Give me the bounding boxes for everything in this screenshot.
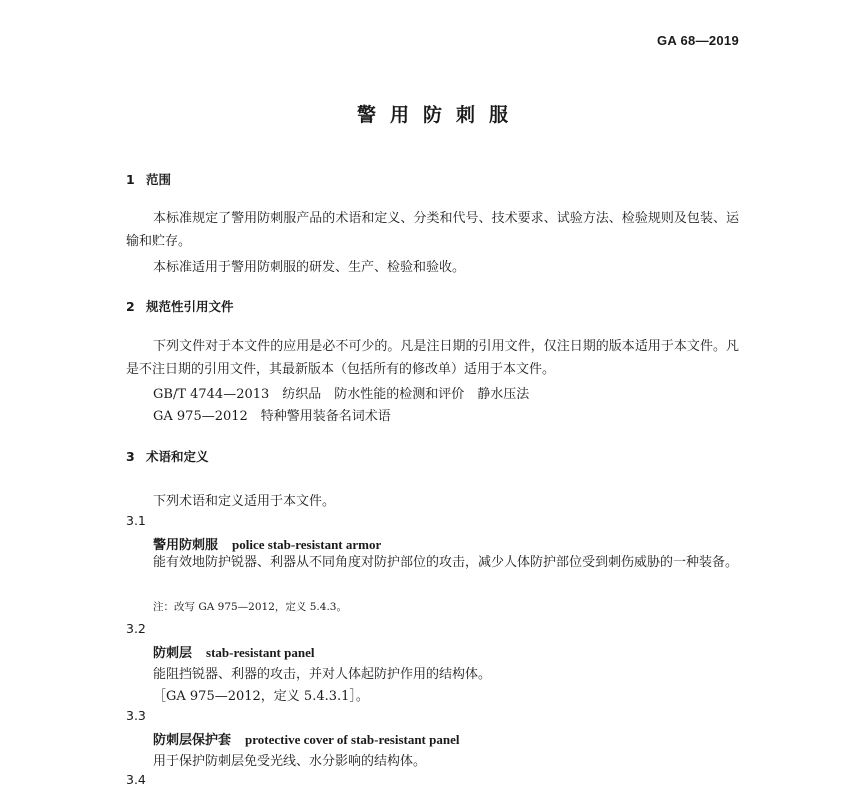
term-heading	[153, 729, 459, 748]
section-number: 1	[126, 172, 135, 187]
term-chinese: 防刺层保护套	[153, 733, 232, 748]
terms-intro: 下列术语和定义适用于本文件。	[153, 494, 336, 509]
term-chinese: 警用防刺服	[153, 538, 219, 553]
section-number: 3	[126, 449, 135, 464]
term-chinese: 防刺层	[153, 646, 193, 661]
section-title: 范围	[146, 172, 172, 187]
term-english: stab-resistant panel	[206, 645, 315, 660]
section-heading-references	[126, 297, 234, 315]
section-heading-terms	[126, 447, 209, 465]
scope-paragraph-2: 本标准适用于警用防刺服的研发、生产、检验和验收。	[153, 260, 466, 275]
references-intro: 下列文件对于本文件的应用是必不可少的。凡是注日期的引用文件，仅注日期的版本适用于本文件。凡是不注日期的引用文件，其最新版本（包括所有的修改单）适用于本文件。	[126, 339, 739, 377]
term-heading	[153, 642, 314, 661]
term-definition: 能阻挡锐器、利器的攻击，并对人体起防护作用的结构体。	[153, 667, 492, 682]
section-number: 2	[126, 299, 135, 314]
term-note: 注：改写 GA 975—2012，定义 5.4.3。	[153, 601, 347, 613]
term-english: protective cover of stab-resistant panel	[245, 732, 460, 747]
scope-paragraph-1: 本标准规定了警用防刺服产品的术语和定义、分类和代号、技术要求、试验方法、检验规则及包装、运输和贮存。	[126, 211, 739, 249]
reference-item: GA 975—2012 特种警用装备名词术语	[153, 409, 391, 424]
term-number: 3.2	[126, 621, 146, 636]
term-english: police stab-resistant armor	[232, 537, 382, 552]
term-definition: 用于保护防刺层免受光线、水分影响的结构体。	[153, 754, 427, 769]
term-number: 3.1	[126, 513, 146, 528]
page-title: 警用防刺服	[356, 104, 522, 126]
standard-code: GA 68—2019	[656, 33, 739, 48]
section-title: 规范性引用文件	[146, 299, 234, 314]
reference-item: GB/T 4744—2013 纺织品 防水性能的检测和评价 静水压法	[153, 387, 530, 402]
term-definition: 能有效地防护锐器、利器从不同角度对防护部位的攻击，减少人体防护部位受到刺伤威胁的一种装备。	[153, 555, 739, 570]
term-number: 3.4	[126, 772, 146, 787]
term-number: 3.3	[126, 708, 146, 723]
term-source: ［GA 975—2012，定义 5.4.3.1］。	[153, 689, 369, 704]
section-heading-scope	[126, 170, 171, 188]
section-title: 术语和定义	[146, 449, 209, 464]
